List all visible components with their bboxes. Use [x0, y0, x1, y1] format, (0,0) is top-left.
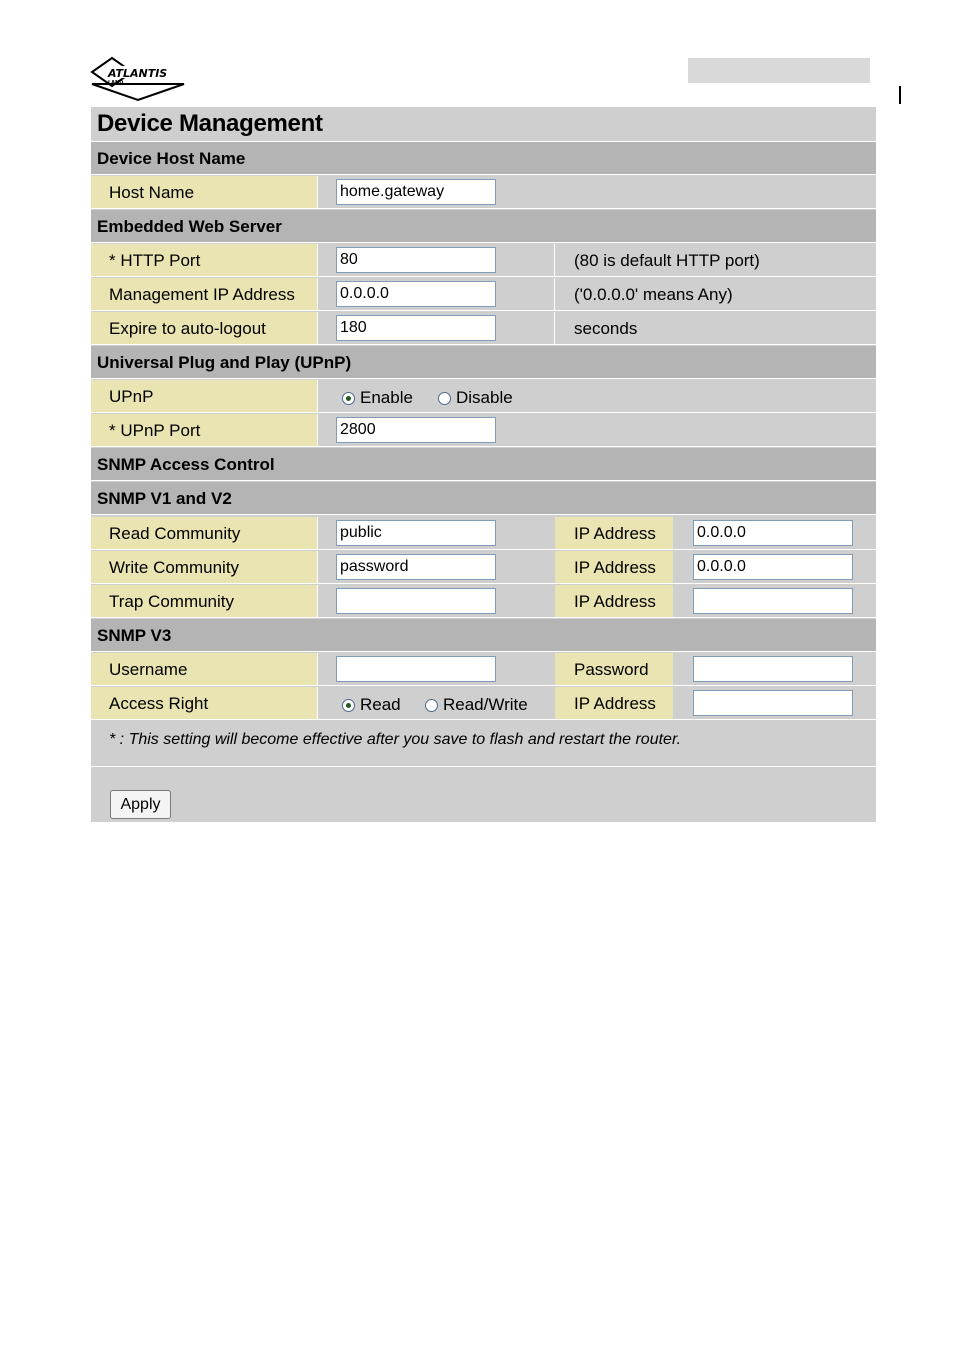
section-title: Universal Plug and Play (UPnP)	[97, 353, 352, 372]
section-title: SNMP V3	[97, 626, 172, 645]
read-community-input[interactable]: public	[336, 520, 496, 546]
http-port-input[interactable]: 80	[336, 247, 496, 273]
trap-community-input[interactable]	[336, 588, 496, 614]
host-name-label: Host Name	[109, 183, 195, 202]
expire-logout-label: Expire to auto-logout	[109, 319, 266, 338]
footnote: * : This setting will become effective after you save to flash and restart the router.	[109, 731, 682, 748]
section-title: SNMP Access Control	[97, 455, 275, 474]
header-bar	[688, 58, 870, 83]
access-read-label: Read	[360, 695, 401, 714]
write-ip-label-cell	[555, 551, 673, 583]
access-right-row	[91, 687, 876, 720]
section-title: SNMP V1 and V2	[97, 489, 232, 508]
read-community-label-cell	[91, 517, 317, 549]
apply-button[interactable]: Apply	[110, 790, 171, 819]
read-ip-label: IP Address	[574, 524, 656, 543]
username-label: Username	[109, 660, 188, 679]
upnp-port-label-cell	[91, 414, 317, 446]
radio-unselected-icon[interactable]	[425, 699, 438, 712]
access-right-label: Access Right	[109, 694, 209, 713]
atlantis-logo	[88, 54, 188, 102]
trap-ip-label-cell	[555, 585, 673, 617]
section-snmp-v1-v2	[91, 482, 876, 515]
access-ip-label-cell	[555, 687, 673, 719]
host-name-row	[91, 176, 876, 209]
divider	[317, 312, 318, 344]
expire-logout-note: seconds	[574, 319, 638, 338]
password-label: Password	[574, 660, 649, 679]
expire-logout-input[interactable]: 180	[336, 315, 496, 341]
device-management-panel	[91, 107, 876, 822]
divider	[554, 278, 555, 310]
divider	[554, 312, 555, 344]
section-snmp-access-control	[91, 448, 876, 481]
http-port-row	[91, 244, 876, 277]
trap-ip-input[interactable]	[693, 588, 853, 614]
divider	[317, 687, 318, 719]
divider	[554, 244, 555, 276]
write-ip-label: IP Address	[574, 558, 656, 577]
trap-ip-label: IP Address	[574, 592, 656, 611]
access-right-label-cell	[91, 687, 317, 719]
upnp-label: UPnP	[109, 387, 154, 406]
page-title: Device Management	[97, 110, 323, 137]
divider	[317, 278, 318, 310]
page-title-row	[91, 107, 876, 142]
page-mark	[899, 86, 901, 104]
management-ip-label-cell	[91, 278, 317, 310]
expire-logout-label-cell	[91, 312, 317, 344]
divider	[317, 585, 318, 617]
http-port-label: * HTTP Port	[109, 251, 201, 270]
access-read-radio[interactable]	[342, 695, 401, 715]
host-name-label-cell	[91, 176, 317, 208]
write-community-label: Write Community	[109, 558, 240, 577]
upnp-port-input[interactable]: 2800	[336, 417, 496, 443]
section-device-host-name	[91, 142, 876, 175]
access-ip-label: IP Address	[574, 694, 656, 713]
access-readwrite-label: Read/Write	[443, 695, 528, 714]
section-title: Embedded Web Server	[97, 217, 282, 236]
section-embedded-web-server	[91, 210, 876, 243]
divider	[317, 414, 318, 446]
username-input[interactable]	[336, 656, 496, 682]
access-ip-input[interactable]	[693, 690, 853, 716]
management-ip-label: Management IP Address	[109, 285, 295, 304]
read-community-label: Read Community	[109, 524, 241, 543]
http-port-label-cell	[91, 244, 317, 276]
host-name-input[interactable]: home.gateway	[336, 179, 496, 205]
access-readwrite-radio[interactable]	[425, 695, 528, 715]
divider	[317, 653, 318, 685]
divider	[317, 551, 318, 583]
trap-community-label-cell	[91, 585, 317, 617]
upnp-disable-label: Disable	[456, 388, 513, 407]
upnp-enable-radio[interactable]	[342, 388, 413, 408]
logo-text: ATLANTIS	[108, 67, 168, 80]
divider	[317, 176, 318, 208]
management-ip-row	[91, 278, 876, 311]
username-row	[91, 653, 876, 686]
read-ip-input[interactable]: 0.0.0.0	[693, 520, 853, 546]
write-community-input[interactable]: password	[336, 554, 496, 580]
trap-community-row	[91, 585, 876, 618]
trap-community-label: Trap Community	[109, 592, 235, 611]
read-ip-label-cell	[555, 517, 673, 549]
write-community-label-cell	[91, 551, 317, 583]
upnp-row	[91, 380, 876, 413]
write-community-row	[91, 551, 876, 584]
management-ip-input[interactable]: 0.0.0.0	[336, 281, 496, 307]
logo-sub: LAND	[108, 80, 124, 86]
http-port-note: (80 is default HTTP port)	[574, 251, 760, 270]
radio-selected-icon[interactable]	[342, 392, 355, 405]
expire-logout-row	[91, 312, 876, 345]
password-label-cell	[555, 653, 673, 685]
radio-selected-icon[interactable]	[342, 699, 355, 712]
radio-unselected-icon[interactable]	[438, 392, 451, 405]
divider	[317, 380, 318, 412]
divider	[317, 517, 318, 549]
upnp-port-label: * UPnP Port	[109, 421, 201, 440]
upnp-port-row	[91, 414, 876, 447]
management-ip-note: ('0.0.0.0' means Any)	[574, 285, 733, 304]
password-input[interactable]	[693, 656, 853, 682]
footnote-row	[91, 721, 876, 767]
upnp-enable-label: Enable	[360, 388, 413, 407]
write-ip-input[interactable]: 0.0.0.0	[693, 554, 853, 580]
username-label-cell	[91, 653, 317, 685]
upnp-disable-radio[interactable]	[438, 388, 513, 408]
upnp-label-cell	[91, 380, 317, 412]
divider	[317, 244, 318, 276]
read-community-row	[91, 517, 876, 550]
section-upnp	[91, 346, 876, 379]
section-title: Device Host Name	[97, 149, 246, 168]
section-snmp-v3	[91, 619, 876, 652]
